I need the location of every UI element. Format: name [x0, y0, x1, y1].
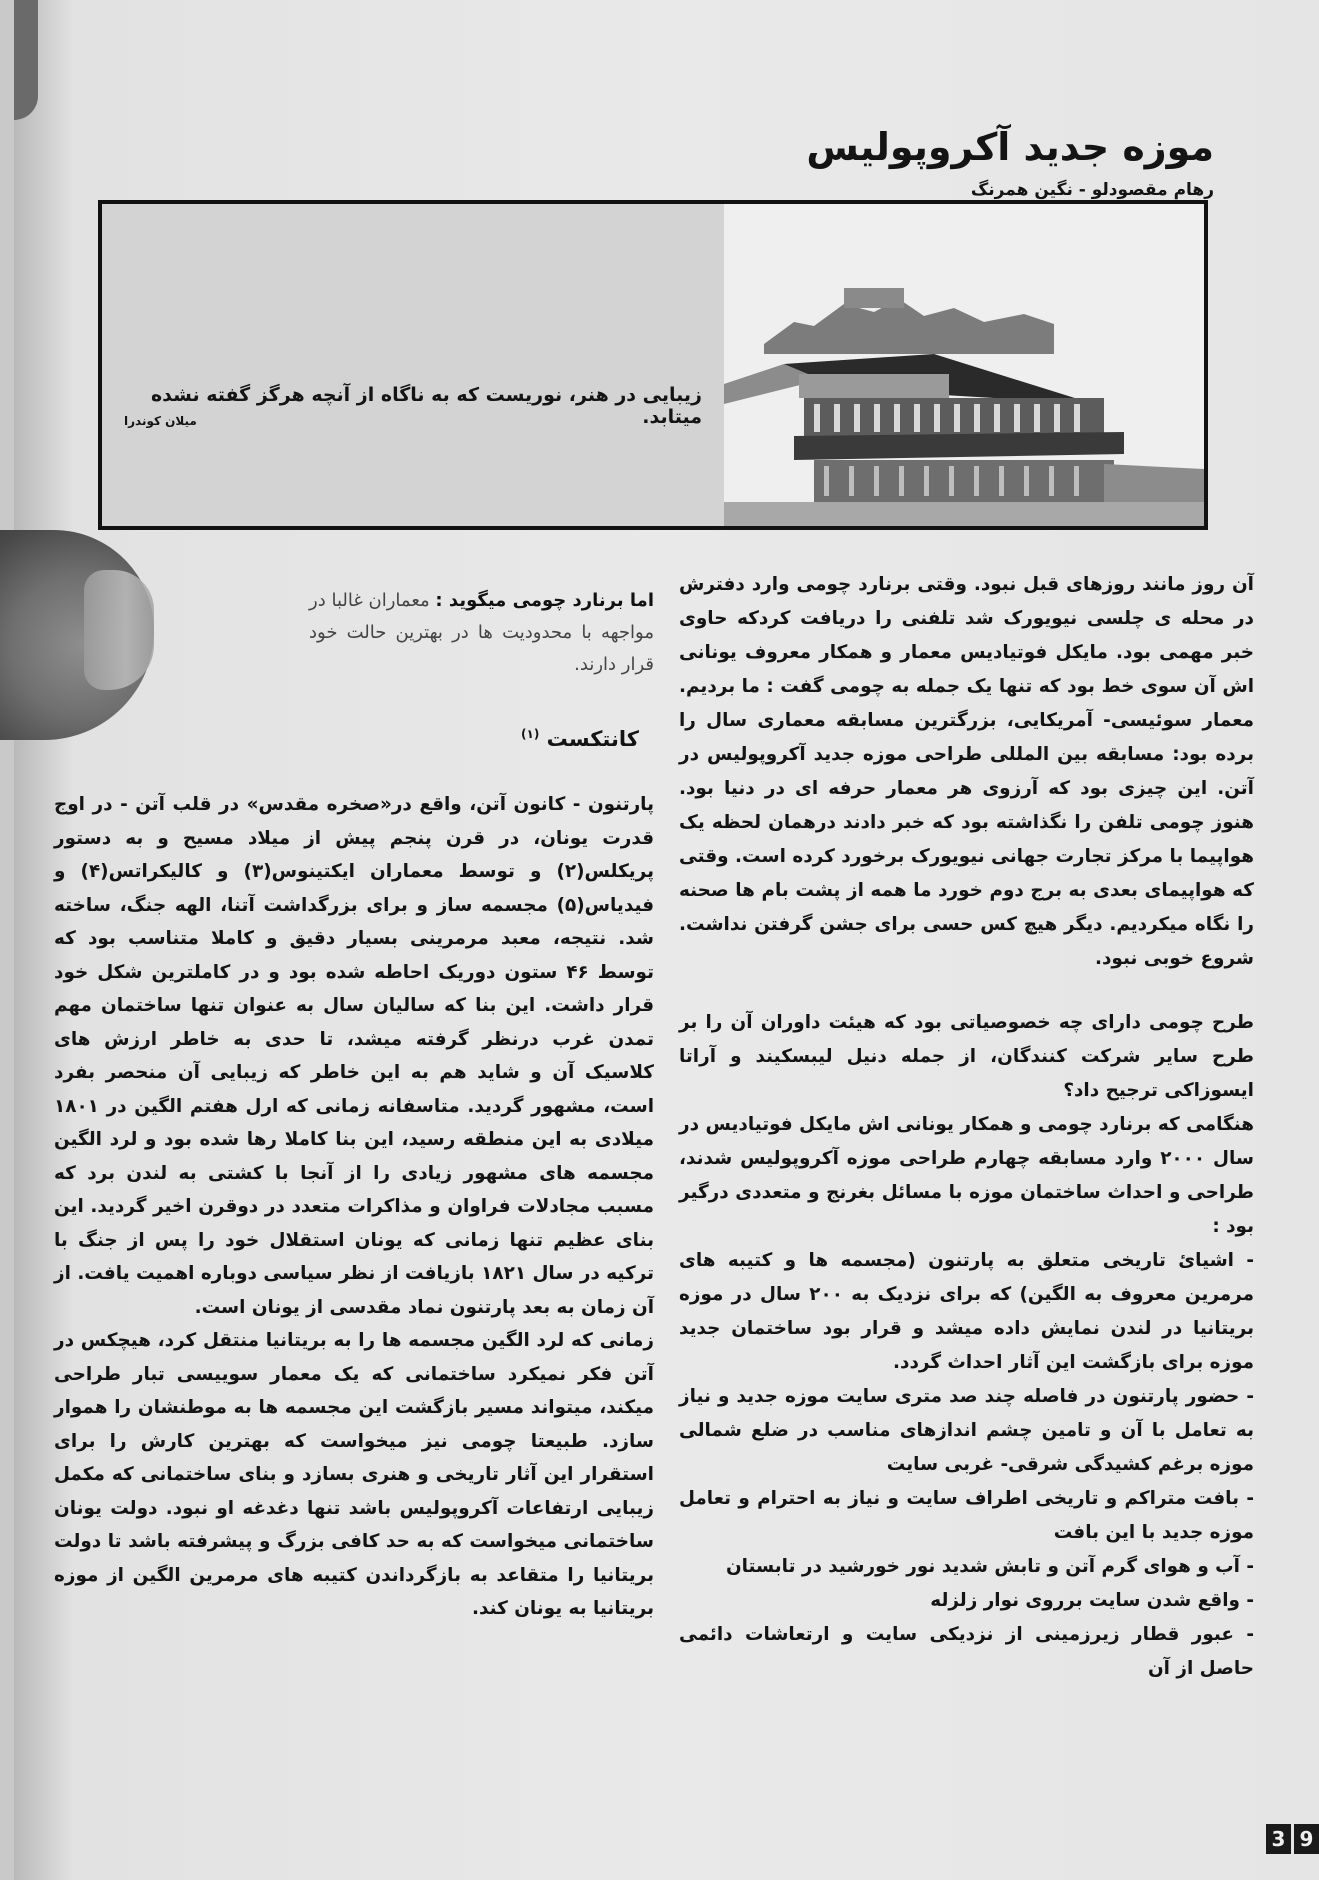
highlight-lead: اما برنارد چومی میگوید : — [435, 590, 654, 611]
page-corner-shadow — [14, 0, 38, 120]
thumbnail-shadow — [84, 570, 154, 690]
quote-author: میلان کوندرا — [124, 414, 197, 428]
museum-photo — [724, 204, 1204, 526]
page-digit: 9 — [1294, 1824, 1319, 1854]
highlight-paragraph — [309, 585, 654, 681]
paragraph: طرح چومی دارای چه خصوصیاتی بود که هیئت داوران آن را بر طرح سایر شرکت کنندگان، از جمله دنیل لیبسکیند و آراتا ایسوزاکی ترجیح داد؟ — [679, 1012, 1254, 1101]
pull-quote: زیبایی در هنر، نوریست که به ناگاه از آنچه هرگز گفته نشده میتابد. — [150, 384, 702, 428]
paragraph: آن روز مانند روزهای قبل نبود. وقتی برنارد چومی وارد دفترش در محله ی چلسی نیویورک شد تلفنی را دریافت کردکه حاوی خبر مهمی بود. مایکل فوتیادیس معمار و همکار معروف یونانی اش آن سوی خط بود که تنها یک جمله به چومی گفت : ما بردیم. معمار سوئیسی- آمریکایی، بزرگترین مسابقه معماری سال را برده بود: مسابقه بین المللی طراحی موزه جدید آکروپولیس در آتن. این چیزی بود که آرزوی هر معمار حرفه ای در دنیا بود. هنوز چومی تلفن را نگذاشته بود که خبر دادند درهمان لحظه یک هواپیما با مرکز تجارت جهانی نیویورک برخورد کرده است. وقتی که هواپیمای بعدی به برج دوم خورد ما همه از پشت بام ها صحنه را نگاه میکردیم. دیگر هیچ کس حسی برای جشن گرفتن نداشت. شروع خوبی نبود. — [679, 574, 1254, 969]
article-title: موزه جدید آکروپولیس — [806, 125, 1214, 169]
list-item: - آب و هوای گرم آتن و تابش شدید نور خورشید در تابستان — [725, 1556, 1254, 1577]
list-item: - عبور قطار زیرزمینی از نزدیکی سایت و ارتعاشات دائمی حاصل از آن — [679, 1624, 1254, 1679]
right-text-column — [679, 568, 1254, 1686]
section-footnote-ref: (۱) — [521, 727, 540, 741]
left-text-column — [54, 788, 654, 1626]
list-item: - واقع شدن سایت برروی نوار زلزله — [930, 1590, 1254, 1611]
paragraph: هنگامی که برنارد چومی و همکار یونانی اش مایکل فوتیادیس در سال ۲۰۰۰ وارد مسابقه چهارم طراحی موزه آکروپولیس شدند، طراحی و احداث ساختمان موزه با مسائل بغرنج و متعددی درگیر بود : — [679, 1114, 1254, 1237]
feature-frame — [98, 200, 1208, 530]
section-heading-text: کانتکست — [546, 727, 639, 751]
list-item: - حضور پارتنون در فاصله چند صد متری سایت موزه جدید و نیاز به تعامل با آن و تامین چشم اندازهای مناسب در ضلع شمالی موزه برغم کشیدگی شرقی- غربی سایت — [679, 1386, 1254, 1475]
museum-illustration — [724, 204, 1204, 526]
magazine-page — [14, 0, 1319, 1880]
paragraph: پارتنون - کانون آتن، واقع در«صخره مقدس» در قلب آتن - در اوج قدرت یونان، در قرن پنجم پیش از میلاد مسیح و به دستور پریکلس(۲) و توسط معماران ایکتینوس(۳) و کالیکراتس(۴) و فیدیاس(۵) مجسمه ساز و برای بزرگداشت آتنا، الهه جنگ، ساخته شد. نتیجه، معبد مرمرینی بسیار دقیق و کاملا متناسب بود که توسط ۴۶ ستون دوریک احاطه شده بود و در کاملترین شکل خود قرار داشت. این بنا که سالیان سال به عنوان تنها ساختمان مهم تمدن غرب درنظر گرفته میشد، تا حدی به خاطر ارزش های کلاسیک آن و شاید هم به این خاطر که زیبایی آن منحصر بفرد است، مشهور گردید. متاسفانه زمانی که ارل هفتم الگین در ۱۸۰۱ میلادی به این منطقه رسید، این بنا کاملا رها شده بود و لرد الگین مجسمه های مشهور زیادی را از آنجا با کشتی به لندن برد که مسبب مجادلات فراوان و مذاکرات متعدد در دوقرن اخیر گردید. این بنای عظیم تنها زمانی که یونان استقلال خود را پس از جنگ با ترکیه در سال ۱۸۲۱ بازیافت از نظر سیاسی دوباره اهمیت یافت. از آن زمان به بعد پارتنون نماد مقدسی از یونان است. — [54, 794, 655, 1318]
page-number — [1266, 1824, 1319, 1854]
highlight-text: معماران غالبا در مواجهه با محدودیت ها در بهترین حالت خود قرار دارند. — [309, 590, 654, 675]
page-digit: 3 — [1266, 1824, 1291, 1854]
article-authors: رهام مقصودلو - نگین همرنگ — [970, 180, 1214, 200]
section-heading — [521, 727, 639, 751]
list-item: - اشیائ تاریخی متعلق به پارتنون (مجسمه ها و کتیبه های مرمرین معروف به الگین) که برای نزدیک به ۲۰۰ سال در موزه بریتانیا در لندن نمایش داده میشد و قرار بود ساختمان جدید موزه برای بازگشت این آثار احداث گردد. — [679, 1250, 1254, 1373]
paragraph: زمانی که لرد الگین مجسمه ها را به بریتانیا منتقل کرد، هیچکس در آتن فکر نمیکرد ساختمانی که یک معمار سوییسی تبار طراحی میکند، میتواند مسیر بازگشت این مجسمه ها به موطنشان را هموار سازد. طبیعتا چومی نیز میخواست که بهترین کارش را برای استقرار این آثار تاریخی و هنری بسازد و بنای ساختمانی که مکمل زیبایی ارتفاعات آکروپولیس باشد تنها دغدغه او نبود. دولت یونان ساختمانی میخواست که به حد کافی بزرگ و پیشرفته باشد تا دولت بریتانیا را متقاعد به بازگرداندن کتیبه های مرمرین الگین از موزه بریتانیا به یونان کند. — [54, 1330, 654, 1619]
list-item: - بافت متراکم و تاریخی اطراف سایت و نیاز به احترام و تعامل موزه جدید با این بافت — [679, 1488, 1254, 1543]
